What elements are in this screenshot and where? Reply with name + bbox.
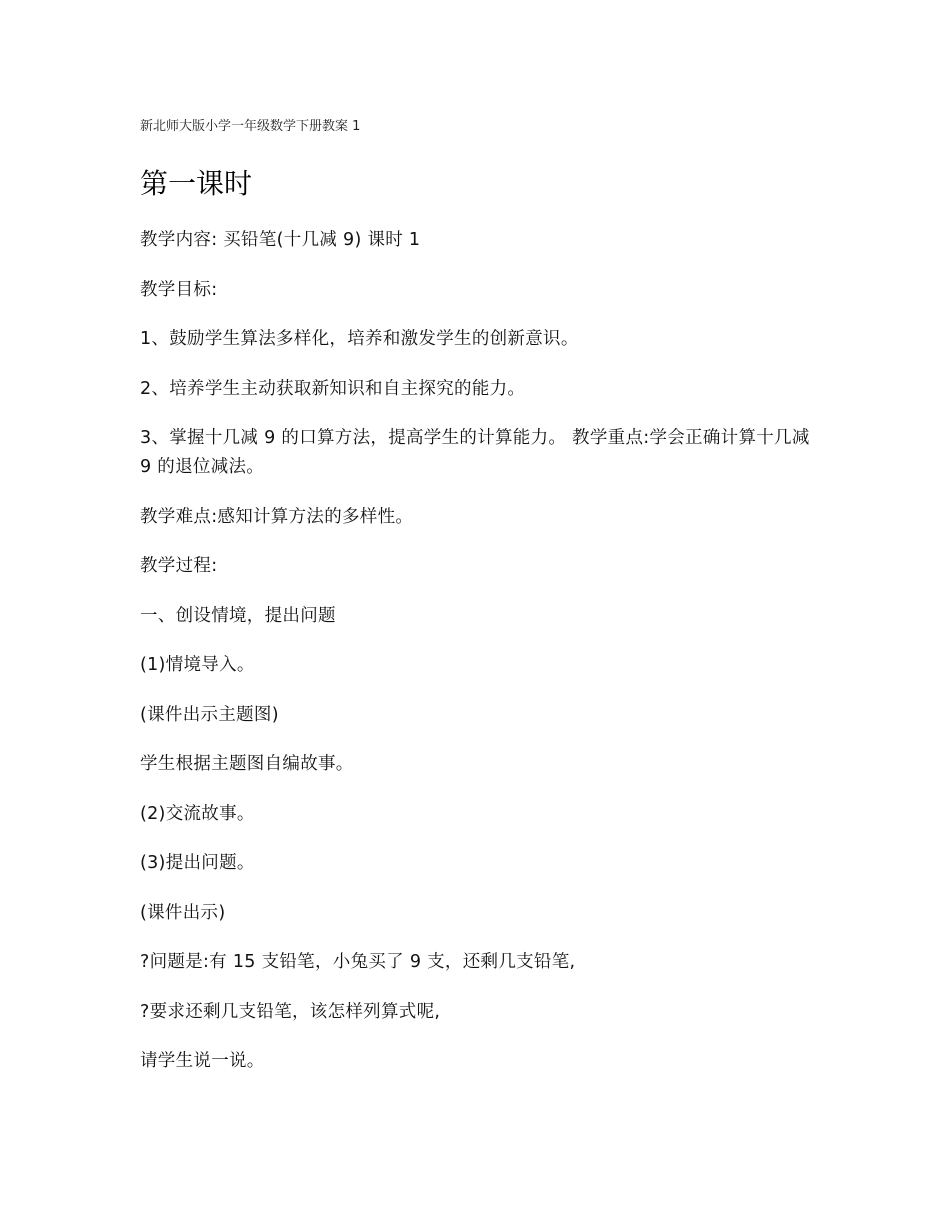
paragraph-goal-1: 1、鼓励学生算法多样化，培养和激发学生的创新意识。: [140, 329, 579, 349]
paragraph-teaching-goals-heading: 教学目标:: [140, 279, 218, 300]
document-header: 新北师大版小学一年级数学下册教案 1: [140, 119, 361, 134]
paragraph-teaching-content: 教学内容: 买铅笔(十几减 9) 课时 1: [140, 230, 421, 250]
paragraph-students-say: 请学生说一说。: [140, 1051, 265, 1071]
paragraph-goal-3-and-key-point: 3、掌握十几减 9 的口算方法，提高学生的计算能力。 教学重点:学会正确计算十几减 9 的退位减法。: [140, 428, 810, 477]
page-title: 第一课时: [140, 167, 253, 200]
paragraph-question: ?问题是:有 15 支铅笔，小兔买了 9 支，还剩几支铅笔,: [140, 952, 576, 972]
paragraph-process-heading: 教学过程:: [140, 556, 218, 576]
paragraph-goal-2: 2、培养学生主动获取新知识和自主探究的能力。: [140, 378, 526, 399]
paragraph-section-1-heading: 一、创设情境，提出问题: [140, 605, 336, 626]
paragraph-student-story: 学生根据主题图自编故事。: [140, 754, 354, 774]
paragraph-courseware-theme: (课件出示主题图): [140, 704, 279, 725]
paragraph-step-2: (2)交流故事。: [140, 803, 255, 824]
paragraph-step-1: (1)情境导入。: [140, 655, 255, 675]
paragraph-difficulty: 教学难点:感知计算方法的多样性。: [140, 506, 414, 527]
paragraph-step-3: (3)提出问题。: [140, 853, 255, 873]
paragraph-courseware-show: (课件出示): [140, 902, 226, 923]
paragraph-how-to-calculate: ?要求还剩几支铅笔，该怎样列算式呢,: [140, 1001, 441, 1022]
document-body: [140, 226, 820, 1097]
